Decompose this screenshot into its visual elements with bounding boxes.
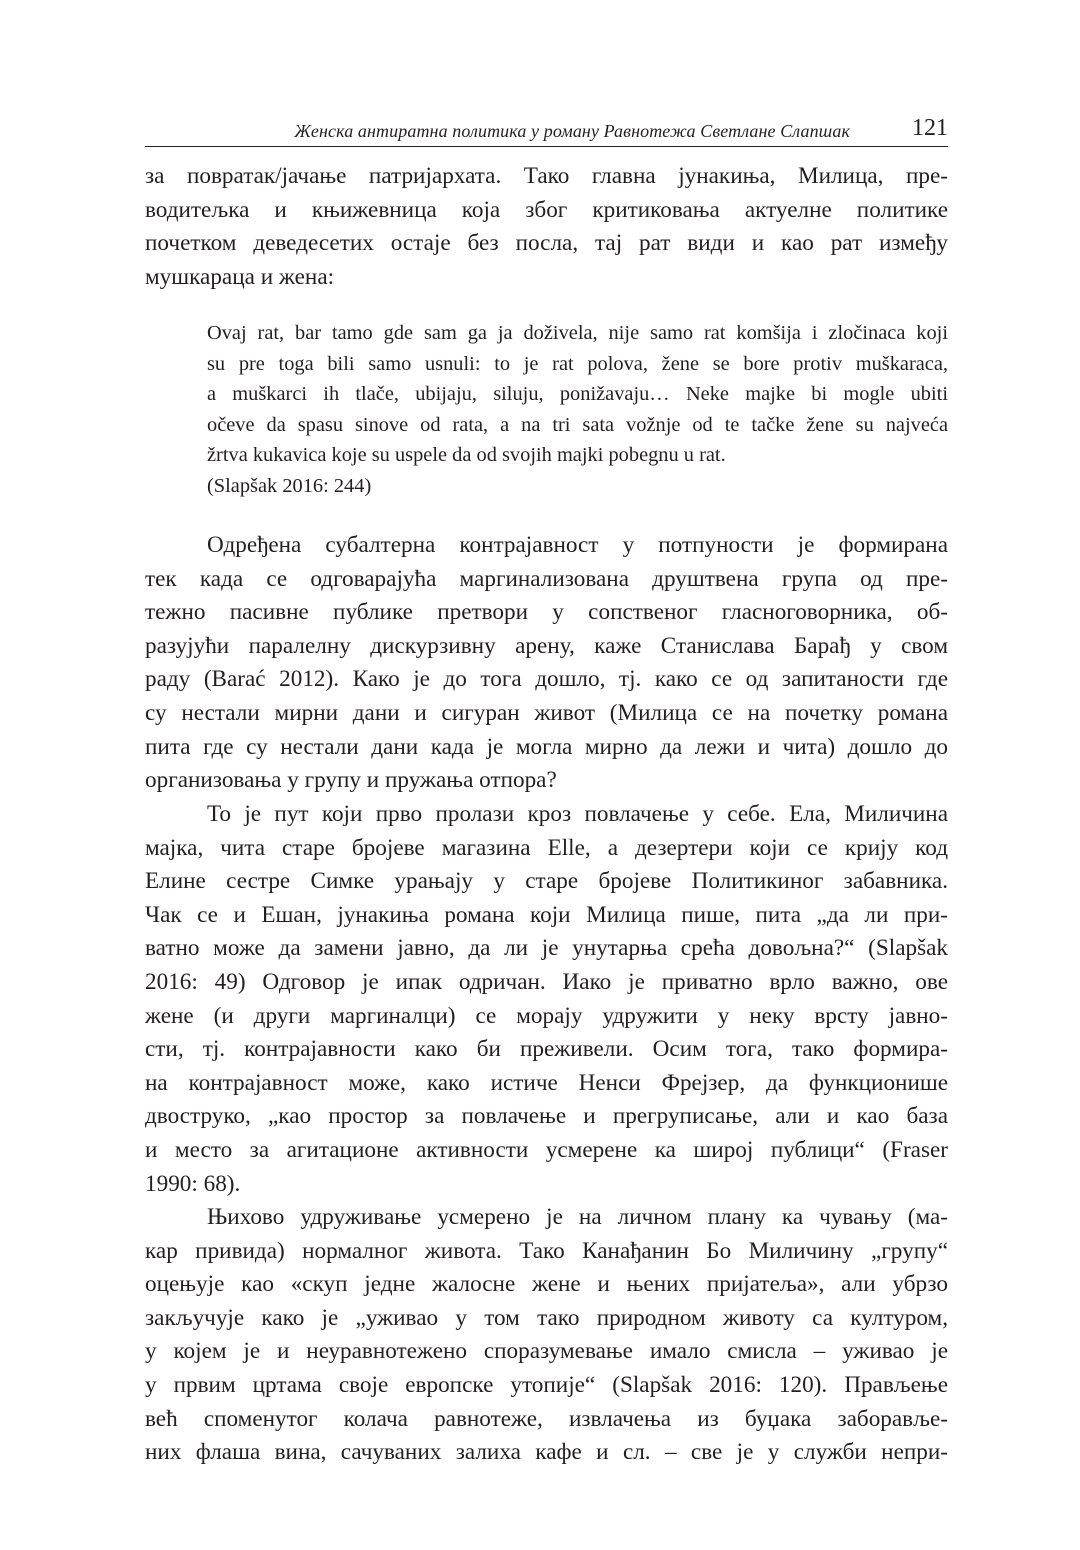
text-line: ватно може да замени јавно, да ли је унутарња срећа довољна?“ (Slapšak — [145, 935, 948, 962]
text-line: двоструко, „као простор за повлачење и прегруписање, али и као база — [145, 1103, 948, 1130]
text-line: на контрајавност може, како истиче Ненси Фрејзер, да функционише — [145, 1069, 948, 1096]
paragraph-withdrawal — [145, 798, 948, 1201]
text-line: раду (Barać 2012). Како је до тога дошло, тј. како се од запитаности где — [145, 666, 948, 693]
quote-citation: (Slapšak 2016: 244) — [207, 474, 372, 497]
page-number: 121 — [912, 115, 948, 141]
paragraph-association — [145, 1201, 948, 1470]
text-line: водитељка и књижевница која због критиковања актуелне политике — [145, 196, 948, 223]
text-line: Њихово удруживање усмерено је на личном плану ка чувању (ма- — [207, 1204, 948, 1230]
text-line: тежно пасивне публике претвори у сопственог гласноговорника, об- — [145, 599, 948, 626]
text-line: кар привида) нормалног живота. Тако Канађанин Бо Миличину „групу“ — [145, 1237, 948, 1264]
quote-line: Ovaj rat, bar tamo gde sam ga ja doživela, nije samo rat komšija i zločinaca koji — [207, 322, 948, 344]
text-line: Одређена субалтерна контрајавност у потпуности је формирана — [207, 532, 948, 558]
quote-line: a muškarci ih tlače, ubijaju, siluju, ponižavaju… Neke majke bi mogle ubiti — [207, 383, 948, 405]
text-line: већ споменутог колача равнотеже, извлачења из буџака заборавље- — [145, 1405, 948, 1432]
text-line: сти, тј. контрајавности како би преживели. Осим тога, тако формира- — [145, 1036, 948, 1063]
text-line: Елине сестре Симке урањају у старе бројеве Политикиног забавника. — [145, 868, 948, 895]
text-line: пита где су нестали дани када је могла мирно да лежи и чита) дошло до — [145, 733, 948, 760]
paragraph-intro — [145, 160, 948, 294]
text-line: них флаша вина, сачуваних залиха кафе и сл. – све је у служби непри- — [145, 1439, 948, 1466]
book-page — [145, 0, 948, 1550]
text-line: жене (и други маргиналци) се морају удружити у неку врсту јавно- — [145, 1002, 948, 1029]
quote-line: očeve da spasu sinove od rata, a na tri sata vožnje od te tačke žene su najveća — [207, 413, 948, 436]
text-line: оцењује као «скуп једне жалосне жене и њених пријатеља», али убрзо — [145, 1271, 948, 1298]
running-header — [145, 112, 948, 147]
text-line: у првим цртама своје европске утопије“ (Slapšak 2016: 120). Прављење — [145, 1371, 948, 1398]
running-title: Женска антиратна политика у роману Равнотежа Светлане Слапшак — [294, 121, 850, 141]
text-line: разујући паралелну дискурзивну арену, каже Станислава Барађ у свом — [145, 632, 948, 659]
text-line: Чак се и Ешан, јунакиња романа који Милица пише, пита „да ли при- — [145, 901, 948, 928]
text-line: закључује како је „уживао у том тако природном животу са културом, — [145, 1304, 948, 1331]
text-line: почетком деведесетих остаје без посла, тај рат види и као рат између — [145, 230, 948, 257]
text-line: у којем је и неуравнотежено споразумевање имало смисла – уживао је — [145, 1338, 948, 1365]
paragraph-counterpublic — [145, 529, 948, 798]
text-line: за повратак/јачање патријархата. Тако главна јунакиња, Милица, пре- — [145, 163, 948, 189]
text-line: мајка, чита старе бројеве магазина Elle, а дезертери који се крију код — [145, 834, 948, 861]
quote-line: su pre toga bili samo usnuli: to je rat polova, žene se bore protiv muškaraca, — [207, 352, 948, 375]
text-line: То је пут који прво пролази кроз повлачење у себе. Ела, Миличина — [207, 801, 948, 827]
text-line: 1990: 68). — [145, 1170, 241, 1197]
text-line: 2016: 49) Одговор је ипак одричан. Иако је приватно врло важно, ове — [145, 968, 948, 995]
text-line: мушкараца и жена: — [145, 263, 335, 290]
text-line: тек када се одговарајућа маргинализована друштвена група од пре- — [145, 565, 948, 592]
block-quote — [207, 318, 948, 501]
text-line: организовања у групу и пружања отпора? — [145, 767, 557, 794]
quote-line: žrtva kukavica koje su uspele da od svojih majki pobegnu u rat. — [207, 444, 726, 466]
text-line: су нестали мирни дани и сигуран живот (Милица се на почетку романа — [145, 699, 948, 726]
text-line: и место за агитационе активности усмерене ка широј публици“ (Fraser — [145, 1136, 948, 1163]
